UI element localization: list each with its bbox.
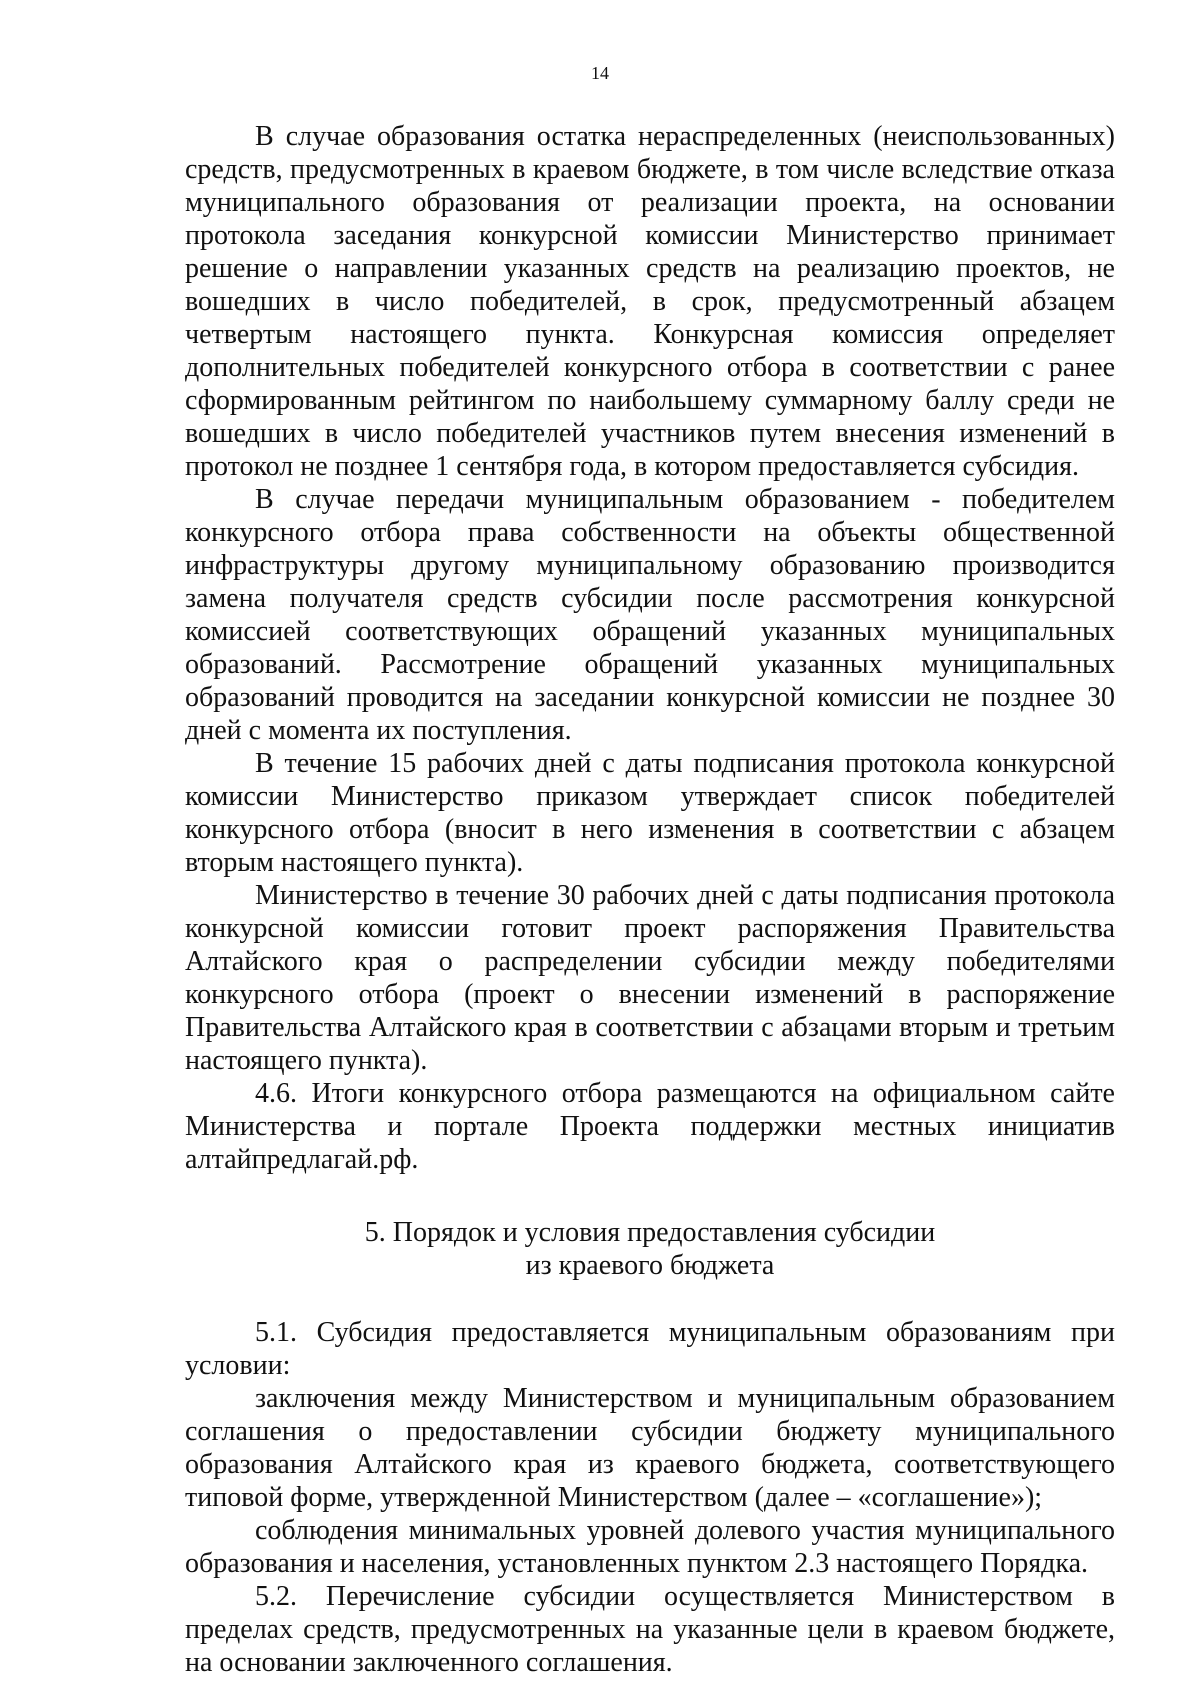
section-heading	[185, 1216, 1115, 1282]
section-heading-line-2: из краевого бюджета	[525, 1250, 775, 1281]
paragraph-agreement-condition: заключения между Министерством и муниципальным образованием соглашения о предоставлении субсидии бюджету муниципального образования Алтайского края из краевого бюджета, соответствующего типовой форме, утвержденной Министерством (далее – «соглашение»);	[185, 1383, 1115, 1513]
paragraph-subsidy-conditions: 5.1. Субсидия предоставляется муниципальным образованиям при условии:	[185, 1317, 1115, 1381]
paragraph-cofinancing-condition: соблюдения минимальных уровней долевого участия муниципального образования и населения, установленных пунктом 2.3 настоящего Порядка.	[185, 1515, 1115, 1579]
document-body	[185, 120, 1115, 1679]
paragraph-winners-list: В течение 15 рабочих дней с даты подписания протокола конкурсной комиссии Министерство приказом утверждает список победителей конкурсного отбора (вносит в него изменения в соответствии с абзацем вторым настоящего пункта).	[185, 748, 1115, 878]
paragraph-subsidy-transfer: 5.2. Перечисление субсидии осуществляется Министерством в пределах средств, предусмотренных на указанные цели в краевом бюджете, на основании заключенного соглашения.	[185, 1581, 1115, 1678]
paragraph-ownership-transfer: В случае передачи муниципальным образованием - победителем конкурсного отбора права собственности на объекты общественной инфраструктуры другому муниципальному образованию производится замена получателя средств субсидии после рассмотрения конкурсной комиссией соответствующих обращений указанных муниципальных образований. Рассмотрение обращений указанных муниципальных образований проводится на заседании конкурсной комиссии не позднее 30 дней с момента их поступления.	[185, 484, 1115, 746]
page-number: 14	[591, 63, 609, 83]
section-heading-line-1: 5. Порядок и условия предоставления субсидии	[364, 1217, 936, 1248]
paragraph-unused-funds: В случае образования остатка нераспределенных (неиспользованных) средств, предусмотренных в краевом бюджете, в том числе вследствие отказа муниципального образования от реализации проекта, на основании протокола заседания конкурсной комиссии Министерство принимает решение о направлении указанных средств на реализацию проектов, не вошедших в число победителей, в срок, предусмотренный абзацем четвертым настоящего пункта. Конкурсная комиссия определяет дополнительных победителей конкурсного отбора в соответствии с ранее сформированным рейтингом по наибольшему суммарному баллу среди не вошедших в число победителей участников путем внесения изменений в протокол не позднее 1 сентября года, в котором предоставляется субсидия.	[185, 121, 1115, 482]
paragraph-results-publication: 4.6. Итоги конкурсного отбора размещаются на официальном сайте Министерства и портале Проекта поддержки местных инициатив алтайпредлагай.рф.	[185, 1078, 1115, 1175]
paragraph-government-order: Министерство в течение 30 рабочих дней с даты подписания протокола конкурсной комиссии готовит проект распоряжения Правительства Алтайского края о распределении субсидии между победителями конкурсного отбора (проект о внесении изменений в распоряжение Правительства Алтайского края в соответствии с абзацами вторым и третьим настоящего пункта).	[185, 880, 1115, 1076]
